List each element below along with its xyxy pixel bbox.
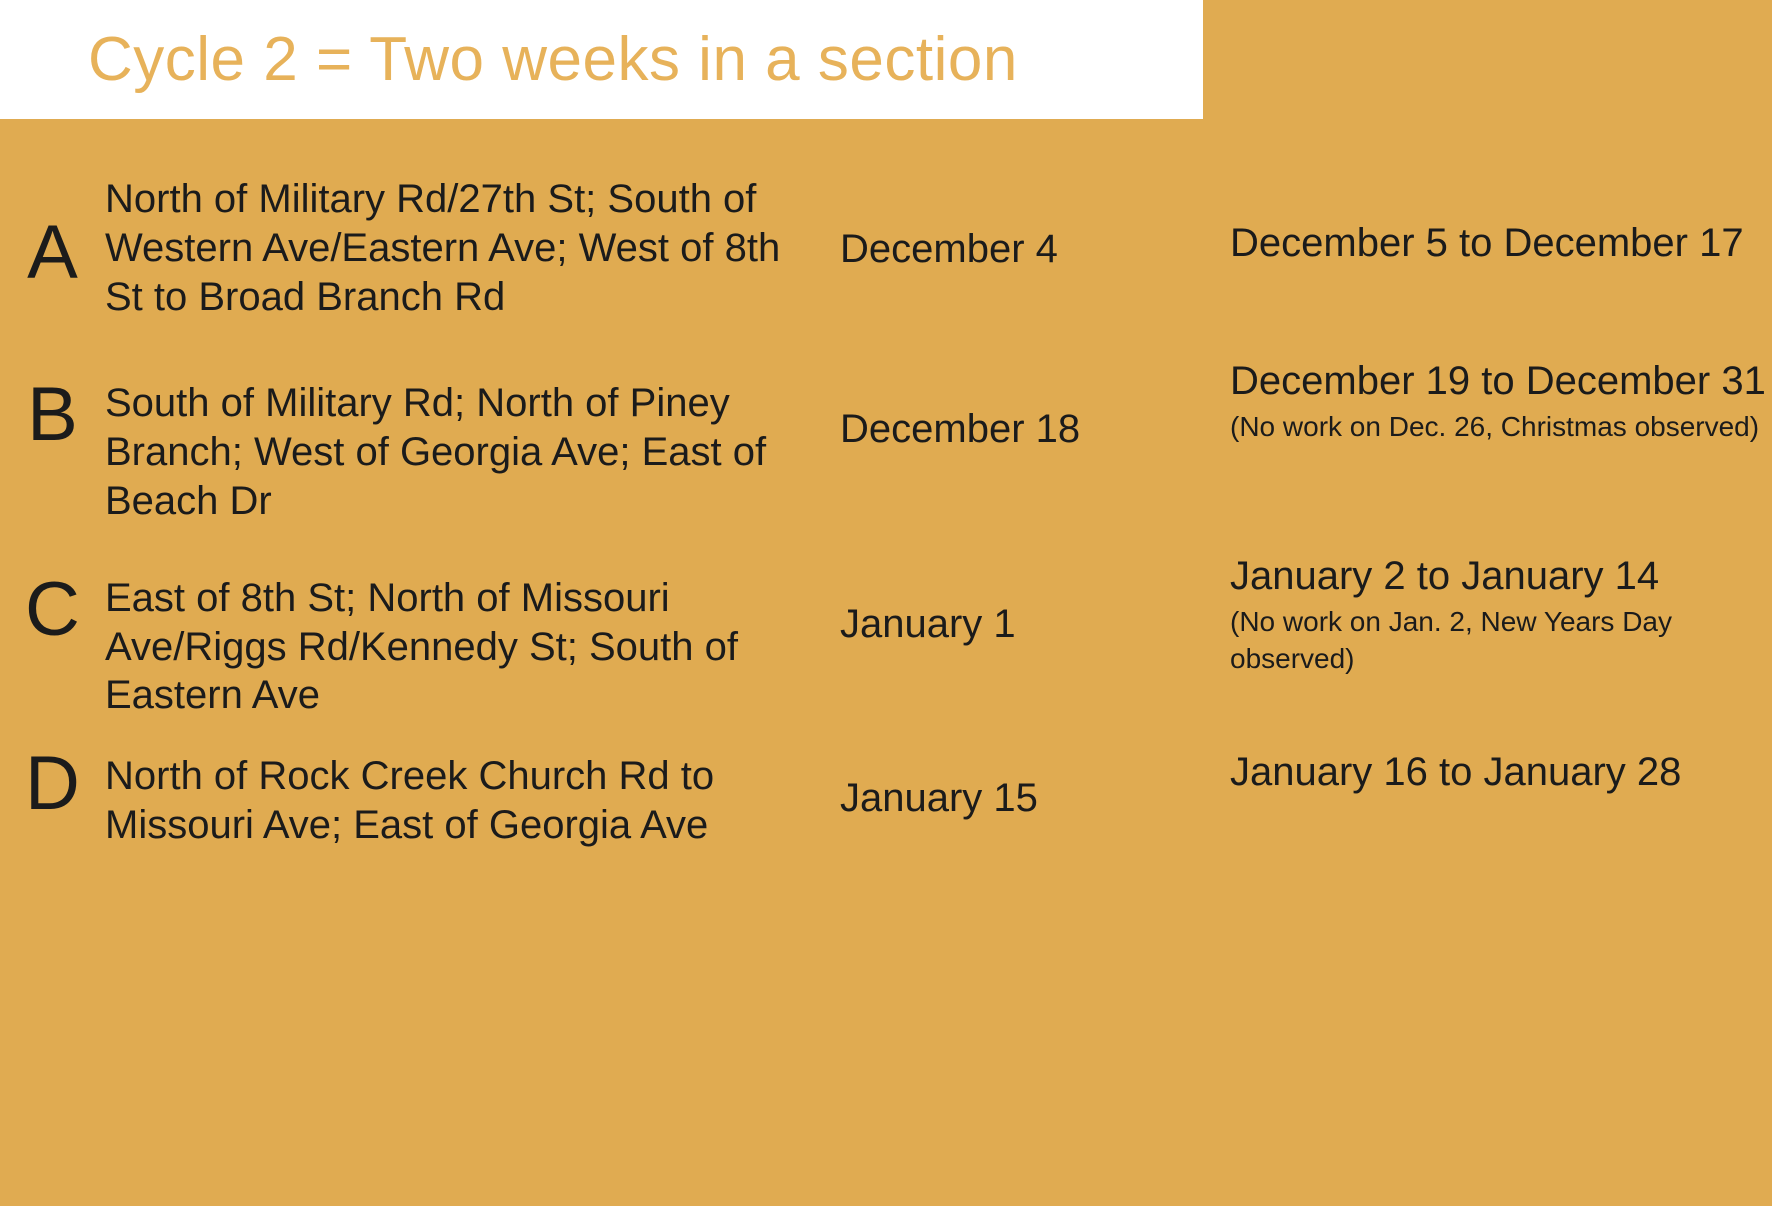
section-date-range <box>1230 552 1772 678</box>
section-date-range-text: January 16 to January 28 <box>1230 750 1682 795</box>
section-date-range <box>1230 746 1772 797</box>
section-date-range-text: December 5 to December 17 <box>1230 221 1744 265</box>
table-row <box>0 552 1772 720</box>
section-start-date: January 1 <box>840 601 1016 646</box>
section-date-range <box>1230 357 1772 446</box>
section-letter: D <box>25 741 80 827</box>
section-date-range-text: January 2 to January 14 <box>1230 553 1660 598</box>
section-letter: B <box>27 372 78 458</box>
section-holiday-note: (No work on Jan. 2, New Years Day observed) <box>1230 605 1672 675</box>
section-date-range <box>1230 175 1772 268</box>
section-start-date: December 18 <box>840 407 1081 452</box>
section-description: North of Military Rd/27th St; South of Western Ave/Eastern Ave; West of 8th St to Broad Branch Rd <box>105 177 781 319</box>
table-row <box>0 741 1772 850</box>
section-holiday-note: (No work on Dec. 26, Christmas observed) <box>1230 411 1760 443</box>
section-letter: C <box>25 566 80 652</box>
table-row <box>0 175 1772 321</box>
section-description: East of 8th St; North of Missouri Ave/Riggs Rd/Kennedy St; South of Eastern Ave <box>105 575 738 718</box>
schedule-table <box>0 175 1772 850</box>
section-start-date: January 15 <box>840 776 1038 821</box>
page-title: Cycle 2 = Two weeks in a section <box>88 24 1018 94</box>
table-row <box>0 357 1772 525</box>
title-banner <box>0 0 1203 119</box>
section-date-range-text: December 19 to December 31 <box>1230 359 1766 404</box>
section-letter: A <box>27 210 78 295</box>
section-start-date: December 4 <box>840 227 1058 271</box>
section-description: South of Military Rd; North of Piney Branch; West of Georgia Ave; East of Beach Dr <box>105 381 767 523</box>
section-description: North of Rock Creek Church Rd to Missouri Ave; East of Georgia Ave <box>105 754 715 847</box>
